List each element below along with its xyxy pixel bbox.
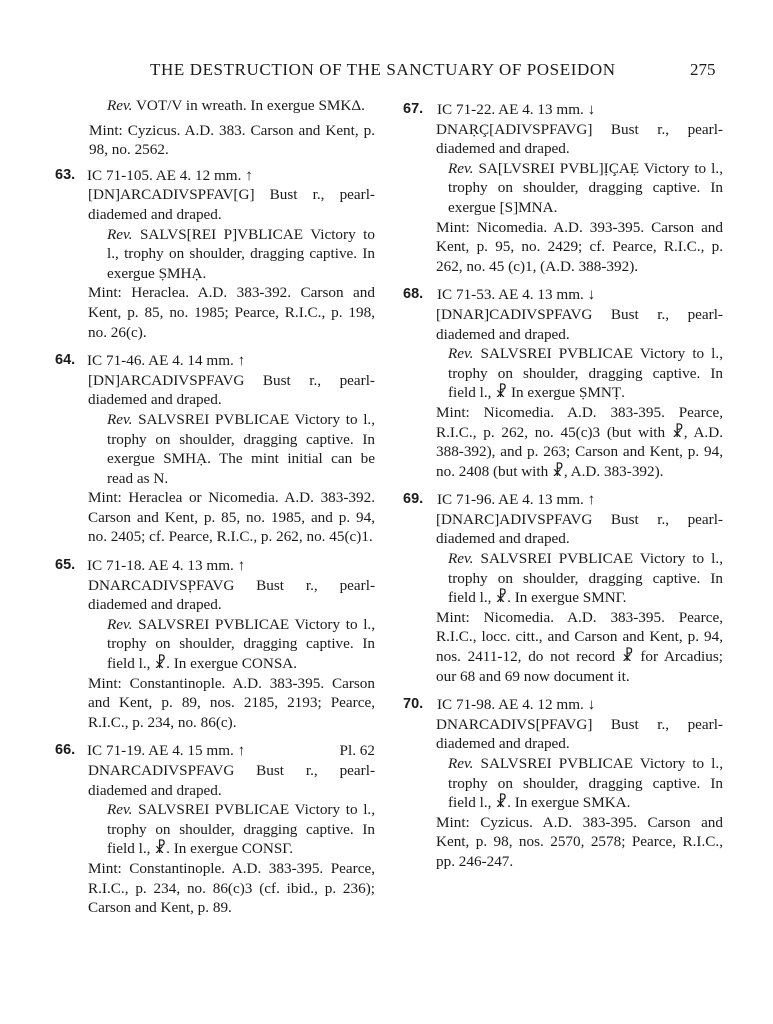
entry-head: IC 71-18. AE 4. 13 mm. ↑ <box>87 557 246 575</box>
catalog-entry <box>403 695 723 871</box>
rev-label: Rev. <box>107 410 133 428</box>
entry-head: IC 71-96. AE 4. 13 mm. ↑ <box>437 491 596 509</box>
catalog-entry <box>55 556 375 732</box>
entry-number: 67. <box>403 101 424 117</box>
rev-label: Rev. <box>448 345 474 363</box>
entry-mint: Mint: Cyzicus. A.D. 383-395. Carson and Kent, p. 98, nos. 2570, 2578; Pearce, R.I.C., pp. 246-247. <box>436 813 723 870</box>
entry-number: 65. <box>55 557 76 574</box>
entry-number: 66. <box>55 742 76 759</box>
preamble <box>89 96 375 160</box>
entry-head: IC 71-53. AE 4. 13 mm. ↓ <box>437 286 596 304</box>
entry-mint: Mint: Constantinople. A.D. 383-395. Pearce, R.I.C., p. 234, no. 86(c)3 (cf. ibid., p. 236); Carson and Kent, p. 89. <box>88 859 375 917</box>
entry-mint: Mint: Nicomedia. A.D. 383-395. Pearce, R.I.C., p. 262, no. 45(c)3 (but with ☧, A.D. 388-392), and p. 263; Carson and Kent, p. 94, no. 2408 (but with ☧, A.D. 383-392). <box>436 403 723 480</box>
entry-head: IC 71-98. AE 4. 12 mm. ↓ <box>437 696 596 714</box>
rev-label: Rev. <box>448 550 474 568</box>
entry-reverse: SALVSREI PVBLICAE Victory to l., trophy on shoulder, dragging captive. In field l., ☧. In exergue CONSΓ. <box>107 801 376 858</box>
entry-number: 69. <box>403 491 424 508</box>
entry-mint: Mint: Heraclea. A.D. 383-392. Carson and Kent, p. 85, no. 1985; Pearce, R.I.C., p. 198, no. 26(c). <box>88 284 375 341</box>
entry-obverse: DNARCADIVSP̣FAVG Bust r., pearl-diademed and draped. <box>88 576 375 614</box>
entry-reverse: SALVSREI PVBLICAE Victory to l., trophy on shoulder, dragging captive. In field l., ☧. In exergue SMNΓ. <box>448 550 723 607</box>
entry-head: IC 71-46. AE 4. 14 mm. ↑ <box>87 352 246 370</box>
entry-number: 68. <box>403 286 424 303</box>
rev-label: Rev. <box>107 801 133 819</box>
right-column <box>403 100 723 881</box>
page-number: 275 <box>690 60 716 79</box>
catalog-entry <box>55 351 375 547</box>
rev-label: Rev. <box>107 97 133 114</box>
entry-mint: Mint: Heraclea or Nicomedia. A.D. 383-392. Carson and Kent, p. 85, no. 1985, and p. 94, no. 2405; cf. Pearce, R.I.C., p. 262, no. 45(c)1. <box>88 489 375 546</box>
rev-label: Rev. <box>448 755 474 772</box>
entry-head: IC 71-22. AE 4. 13 mm. ↓ <box>437 101 596 118</box>
entry-number: 63. <box>55 166 76 183</box>
entry-mint: Mint: Constantinople. A.D. 383-395. Carson and Kent, p. 89, nos. 2185, 2193; Pearce, R.I.C., p. 234, no. 86(c). <box>88 674 375 731</box>
catalog-entry <box>403 285 723 481</box>
entry-head: IC 71-19. AE 4. 15 mm. ↑ <box>87 742 246 760</box>
entry-reverse: SA[LVSREI PVBL]ỊÇAẸ Victory to l., trophy on shoulder, dragging captive. In exergue [S]MNA. <box>448 159 723 216</box>
entry-obverse: DNARCADIVSPFAVG Bust r., pearl-diademed and draped. <box>88 762 375 799</box>
rev-label: Rev. <box>107 615 133 633</box>
running-header: THE DESTRUCTION OF THE SANCTUARY OF POSEIDON <box>150 60 616 79</box>
entry-number: 70. <box>403 696 424 713</box>
left-column <box>55 96 375 927</box>
entry-reverse: SALVSREI PVBLICAE Victory to l., trophy on shoulder, dragging captive. In field l., ☧. In exergue CONSA. <box>107 615 376 673</box>
preamble-mint: Mint: Cyzicus. A.D. 383. Carson and Kent, p. 98, no. 2562. <box>89 121 375 159</box>
entry-mint: Mint: Nicomedia. A.D. 383-395. Pearce, R.I.C., locc. citt., and Carson and Kent, p. 94, nos. 2411-12, do not record ☧ for Arcadius; our 68 and 69 now document it. <box>436 608 723 685</box>
plate-reference: Pl. 62 <box>339 742 375 760</box>
entry-number: 64. <box>55 352 76 369</box>
catalog-entry <box>403 100 723 276</box>
entry-obverse: DNAṚÇ[ADIVSPFAVG] Bust r., pearl-diademed and draped. <box>436 120 723 158</box>
entry-obverse: DNARCADIVS[PFAVG] Bust r., pearl-diademed and draped. <box>436 715 723 753</box>
catalog-entry <box>55 741 375 917</box>
catalog-entry <box>55 166 375 342</box>
rev-label: Rev. <box>107 225 133 243</box>
preamble-reverse: VOT/V in wreath. In exergue SMKΔ. <box>135 97 365 114</box>
entry-obverse: [DN]ARCADIVSPFAV[G] Bust r., pearl-diademed and draped. <box>88 186 375 223</box>
entry-reverse: SALVSREI PVBLICAE Victory to l., trophy on shoulder, dragging captive. In field l., ☧. In exergue SMKA. <box>448 755 723 812</box>
entry-obverse: [DN]ARCADIVSPFAVG Bust r., pearl-diademed and draped. <box>88 371 375 409</box>
rev-label: Rev. <box>448 159 474 177</box>
entry-obverse: [DNARC]ADIVSPFAVG Bust r., pearl-diademed and draped. <box>436 510 723 548</box>
entry-reverse: SALVS[REI P]VBLICAE Victory to l., trophy on shoulder, dragging captive. In exergue ṢMHẠ. <box>107 225 375 282</box>
entry-obverse: [DNAR]CADIVSPFAVG Bust r., pearl-diademed and draped. <box>436 305 723 343</box>
entry-mint: Mint: Nicomedia. A.D. 393-395. Carson and Kent, p. 95, no. 2429; cf. Pearce, R.I.C., p. 262, no. 45 (c)1, (A.D. 388-392). <box>436 218 723 275</box>
entry-reverse: SALVSREI PVBLICAE Victory to l., trophy on shoulder, dragging captive. In field l., ☧ In exergue ṢMNṬ. <box>448 345 723 402</box>
catalog-entry <box>403 490 723 686</box>
entry-head: IC 71-105. AE 4. 12 mm. ↑ <box>87 166 253 184</box>
entry-reverse: SALVSREI PVBLICAE Victory to l., trophy on shoulder, dragging captive. In exergue SMHẠ. The mint initial can be read as N. <box>107 410 376 487</box>
